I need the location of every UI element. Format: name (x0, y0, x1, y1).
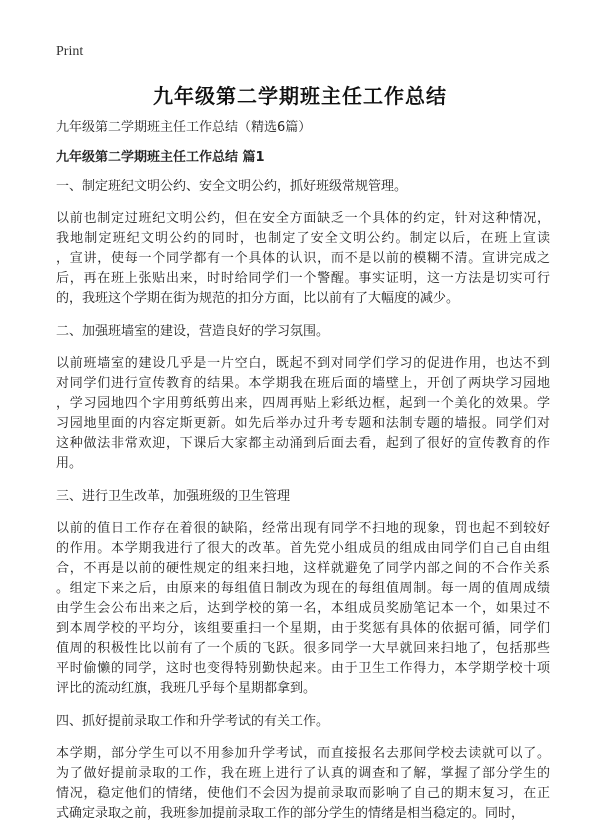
text-line: 平时偷懒的同学，这时也变得特别勤快起来。由于卫生工作得力，本学期学校十项 (56, 661, 550, 676)
paragraph (56, 209, 550, 309)
document-body (56, 118, 550, 837)
text-line: 评比的流动红旗，我班几乎每个星期都拿到。 (56, 681, 317, 696)
document-title: 九年级第二学期班主任工作总结 (153, 84, 447, 108)
text-line: 由学生会公布出来之后，达到学校的第一名，本组成员奖励笔记本一个，如果过不 (56, 601, 550, 616)
section-title: 九年级第二学期班主任工作总结 篇1 (56, 150, 265, 165)
paragraph (56, 744, 550, 824)
text-line: 以前也制定过班纪文明公约，但在安全方面缺乏一个具体的约定，针对这种情况， (56, 211, 550, 226)
text-line: 值周的积极性比以前有了一个质的飞跃。很多同学一大早就回来扫地了，包括那些 (56, 641, 550, 656)
section-heading (56, 322, 550, 342)
text-line: 到本周学校的平均分，该组要重扫一个星期，由于奖惩有具体的依据可循，同学们 (56, 621, 550, 636)
text-line: 为了做好提前录取的工作，我在班上进行了认真的调查和了解，掌握了部分学生的 (56, 766, 550, 781)
text-line: 我地制定班纪文明公约的同时，也制定了安全文明公约。制定以后，在班上宣读 (56, 231, 550, 246)
section-heading (56, 177, 550, 197)
text-line: 四、抓好提前录取工作和升学考试的有关工作。 (56, 714, 330, 729)
text-line: 以前的值日工作存在着很的缺陷，经常出现有同学不扫地的现象，罚也起不到较好 (56, 521, 550, 536)
text-line: 情况，稳定他们的情绪，使他们不会因为提前录取而影响了自己的期末复习，在正 (56, 786, 550, 801)
print-link[interactable]: Print (56, 44, 84, 59)
content-blocks (56, 177, 550, 824)
text-line: ，学习园地四个字用剪纸剪出来，四周再贴上彩纸边框，起到一个美化的效果。学 (56, 396, 550, 411)
text-line: 后，再在班上张贴出来，时时给同学们一个警醒。事实证明，这一方法是切实可行 (56, 271, 550, 286)
text-line: ，宣讲，使每一个同学都有一个具体的认识，而不是以前的模糊不清。宣讲完成之 (56, 251, 550, 266)
text-line: 三、进行卫生改革，加强班级的卫生管理 (56, 489, 291, 504)
text-line: 习园地里面的内容定斯更新。如先后举办过升考专题和法制专题的墙报。同学们对 (56, 416, 550, 431)
text-line: 的作用。本学期我进行了很大的改革。首先党小组成员的组成由同学们自己自由组 (56, 541, 550, 556)
text-line: 以前班墙室的建设几乎是一片空白，既起不到对同学们学习的促进作用，也达不到 (56, 356, 550, 371)
section-heading (56, 712, 550, 732)
text-line: 。组定下来之后，由原来的每组值日制改为现在的每组值周制。每一周的值周成绩 (56, 581, 550, 596)
paragraph (56, 354, 550, 474)
text-line: 本学期，部分学生可以不用参加升学考试，而直接报名去那间学校去读就可以了。 (56, 746, 550, 761)
text-line: 的，我班这个学期在街为规范的扣分方面，比以前有了大幅度的减少。 (56, 291, 460, 306)
text-line: 合，不再是以前的硬性规定的组来扫地，这样就避免了同学内部之间的不合作关系 (56, 561, 550, 576)
text-line: 二、加强班墙室的建设，营造良好的学习氛围。 (56, 324, 330, 339)
text-line: 用。 (56, 456, 83, 471)
paragraph (56, 519, 550, 699)
document-subtitle: 九年级第二学期班主任工作总结（精选6篇） (56, 120, 312, 135)
text-line: 一、制定班纪文明公约、安全文明公约，抓好班级常规管理。 (56, 179, 408, 194)
text-line: 对同学们进行宣传教育的结果。本学期我在班后面的墙壁上，开创了两块学习园地 (56, 376, 550, 391)
text-line: 式确定录取之前，我班参加提前录取工作的部分学生的情绪是相当稳定的。同时， (56, 806, 525, 821)
section-heading (56, 487, 550, 507)
text-line: 这种做法非常欢迎，下课后大家都主动涌到后面去看，起到了很好的宣传教育的作 (56, 436, 550, 451)
